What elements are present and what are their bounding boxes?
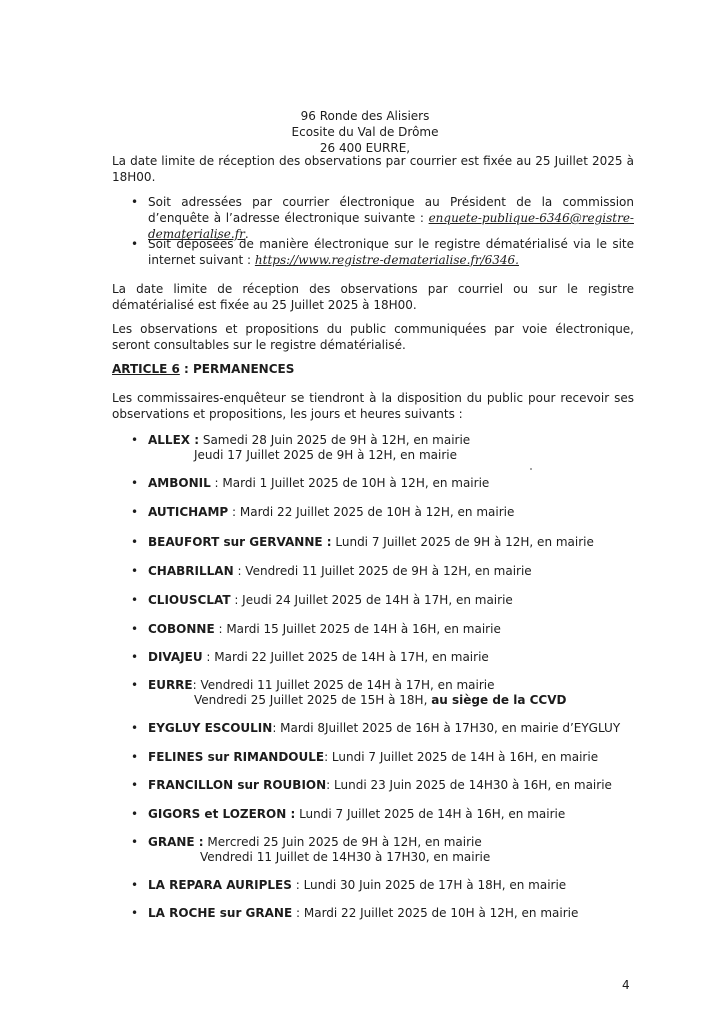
- article-label: ARTICLE 6: [112, 362, 180, 376]
- permanence-details: : Mardi 15 Juillet 2025 de 14H à 16H, en mairie: [214, 622, 501, 636]
- commune-name: CHABRILLAN: [148, 564, 234, 578]
- permanence-details: : Lundi 30 Juin 2025 de 17H à 18H, en mairie: [291, 878, 567, 892]
- bullet-dot: •: [131, 195, 139, 209]
- bullet-dot: •: [131, 750, 139, 764]
- bullet-dot: •: [131, 622, 139, 636]
- bullet-dot: •: [131, 650, 139, 664]
- permanence-details: : Mardi 22 Juillet 2025 de 10H à 12H, en mairie: [228, 505, 515, 519]
- bullet-dot: •: [131, 535, 139, 549]
- permanence-allex-extra: Jeudi 17 Juillet 2025 de 9H à 12H, en mairie: [194, 448, 457, 462]
- registre-link[interactable]: https://www.registre-dematerialise.fr/6346.: [254, 253, 519, 267]
- permanence-details: : Mardi 22 Juillet 2025 de 10H à 12H, en mairie: [292, 906, 579, 920]
- permanence-divajeu: [148, 649, 489, 665]
- bullet-registre: [148, 236, 634, 268]
- bullet-dot: •: [131, 835, 139, 849]
- permanence-details: : Vendredi 11 Juillet 2025 de 9H à 12H, en mairie: [233, 564, 532, 578]
- address-line-2: Ecosite du Val de Drôme: [291, 125, 439, 139]
- permanence-eygluy: [148, 720, 620, 736]
- permanence-autichamp: [148, 504, 514, 520]
- permanence-grane: [148, 834, 482, 850]
- permanence-details: : Jeudi 24 Juillet 2025 de 14H à 17H, en mairie: [230, 593, 513, 607]
- bullet-dot: •: [131, 237, 139, 251]
- commune-name: CLIOUSCLAT: [148, 593, 231, 607]
- permanence-ambonil: [148, 475, 489, 491]
- bullet-dot: •: [131, 906, 139, 920]
- permanence-details: : Mardi 22 Juillet 2025 de 14H à 17H, en mairie: [202, 650, 489, 664]
- bullet-dot: •: [131, 807, 139, 821]
- commune-name: EYGLUY ESCOULIN: [148, 721, 273, 735]
- commune-name: COBONNE: [148, 622, 215, 636]
- permanence-francillon: [148, 777, 612, 793]
- permanence-felines: [148, 749, 598, 765]
- permanence-la-roche: [148, 905, 578, 921]
- bullet-registre-text: Soit déposées de manière électronique sur le registre dématérialisé via le site internet suivant :: [148, 237, 634, 267]
- permanence-chabrillan: [148, 563, 532, 579]
- permanence-details: Mercredi 25 Juin 2025 de 9H à 12H, en mairie: [203, 835, 482, 849]
- address-line-3: 26 400 EURRE,: [319, 141, 411, 155]
- paragraph-courrier-deadline: La date limite de réception des observations par courrier est fixée au 25 Juillet 2025 à 18H00.: [112, 154, 634, 184]
- bullet-dot: •: [131, 721, 139, 735]
- permanence-gigors: [148, 806, 565, 822]
- commune-name: AUTICHAMP: [148, 505, 229, 519]
- permanence-cobonne: [148, 621, 501, 637]
- bullet-dot: •: [131, 505, 139, 519]
- bullet-dot: •: [131, 878, 139, 892]
- permanence-beaufort: [148, 534, 594, 550]
- commune-name: BEAUFORT sur GERVANNE :: [148, 535, 332, 549]
- bullet-dot: •: [131, 678, 139, 692]
- email-link[interactable]: enquete-publique-6346@registre-dematerialise.fr: [148, 211, 634, 241]
- paragraph-courriel-deadline: La date limite de réception des observations par courriel ou sur le registre dématérialisé est fixée au 25 Juillet 2025 à 18H00.: [112, 282, 634, 312]
- permanence-details: Lundi 7 Juillet 2025 de 14H à 16H, en mairie: [295, 807, 566, 821]
- bullet-dot: •: [131, 476, 139, 490]
- permanence-extra-text: Vendredi 25 Juillet 2025 de 15H à 18H,: [194, 693, 432, 707]
- permanence-cliousclat: [148, 592, 513, 608]
- bullet-dot: •: [131, 433, 139, 447]
- commune-name: ALLEX :: [148, 433, 200, 447]
- commune-name: DIVAJEU: [148, 650, 203, 664]
- bullet-email-end: .: [244, 227, 249, 241]
- article-6-heading: [112, 361, 294, 377]
- commune-name: LA REPARA AURIPLES: [148, 878, 292, 892]
- commune-name: FELINES sur RIMANDOULE: [148, 750, 325, 764]
- permanence-details: : Lundi 23 Juin 2025 de 14H30 à 16H, en mairie: [326, 778, 612, 792]
- permanence-details: Lundi 7 Juillet 2025 de 9H à 12H, en mairie: [331, 535, 594, 549]
- permanence-grane-extra: Vendredi 11 Juillet de 14H30 à 17H30, en mairie: [200, 850, 491, 864]
- permanence-eurre-extra: [194, 692, 566, 708]
- bullet-email-text: Soit adressées par courrier électronique au Président de la commission d’enquête à l’adresse électronique suivante :: [148, 195, 634, 225]
- bullet-dot: •: [131, 564, 139, 578]
- permanence-details: : Vendredi 11 Juillet 2025 de 14H à 17H, en mairie: [192, 678, 495, 692]
- commune-name: AMBONIL: [148, 476, 211, 490]
- commune-name: EURRE: [148, 678, 193, 692]
- bullet-dot: •: [131, 593, 139, 607]
- permanence-la-repara: [148, 877, 566, 893]
- ccvd-location: au siège de la CCVD: [431, 693, 567, 707]
- address-line-1: 96 Ronde des Alisiers: [300, 109, 430, 123]
- paragraph-permanences-intro: Les commissaires-enquêteur se tiendront à la disposition du public pour recevoir ses observations et propositions, les jours et heures suivants :: [112, 391, 634, 421]
- permanence-details: : Lundi 7 Juillet 2025 de 14H à 16H, en mairie: [324, 750, 599, 764]
- permanence-allex: [148, 432, 470, 448]
- permanence-details: : Mardi 8Juillet 2025 de 16H à 17H30, en mairie d’EYGLUY: [272, 721, 621, 735]
- commune-name: LA ROCHE sur GRANE: [148, 906, 293, 920]
- commune-name: GIGORS et LOZERON :: [148, 807, 296, 821]
- commune-name: GRANE :: [148, 835, 204, 849]
- article-title: : PERMANENCES: [179, 362, 295, 376]
- bullet-dot: •: [131, 778, 139, 792]
- permanence-eurre: [148, 677, 495, 693]
- scan-speck: [530, 468, 532, 470]
- permanence-details: : Mardi 1 Juillet 2025 de 10H à 12H, en mairie: [210, 476, 490, 490]
- paragraph-public-observations: Les observations et propositions du public communiquées par voie électronique, seront consultables sur le registre dématérialisé.: [112, 322, 634, 352]
- permanence-details: Samedi 28 Juin 2025 de 9H à 12H, en mairie: [199, 433, 471, 447]
- page-number: 4: [622, 978, 630, 992]
- bullet-email: [148, 194, 634, 242]
- commune-name: FRANCILLON sur ROUBION: [148, 778, 327, 792]
